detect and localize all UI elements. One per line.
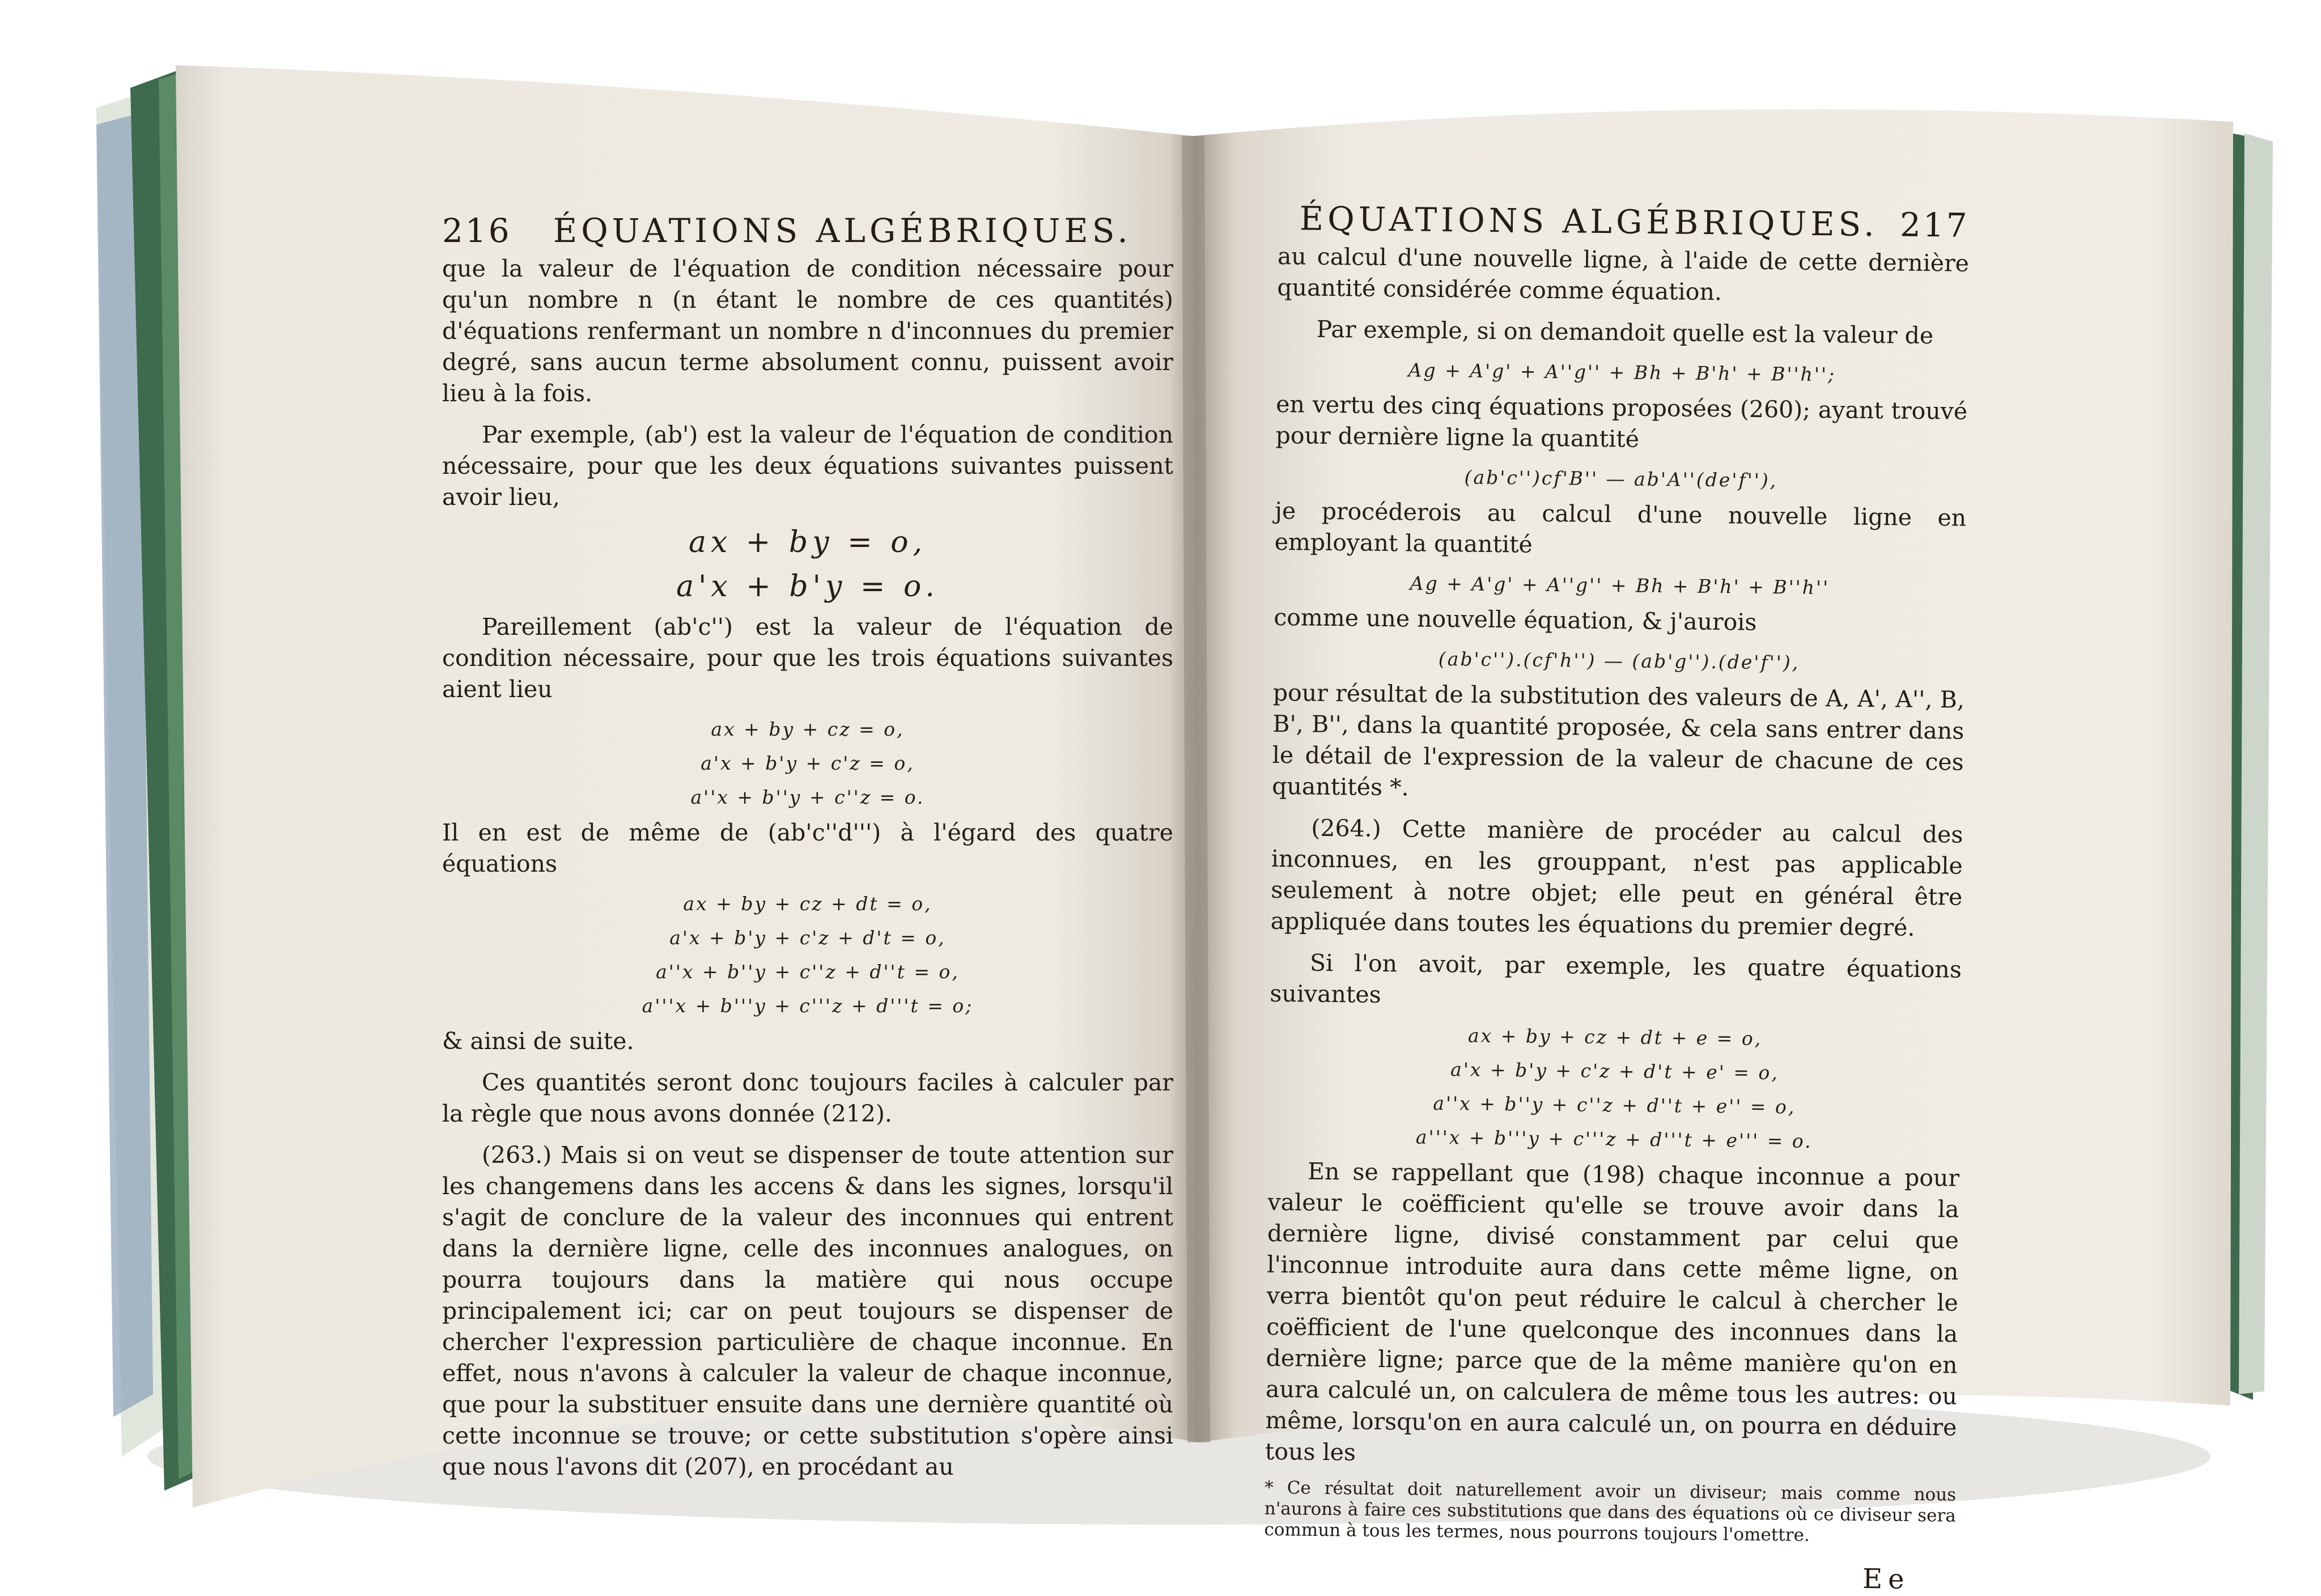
equation: (ab'c'').(cf'h'') — (ab'g'').(de'f''), xyxy=(1438,648,1800,674)
equation: a''x + b''y + c''z = o. xyxy=(690,786,925,808)
equation: a'''x + b'''y + c'''z + d'''t = o; xyxy=(642,995,974,1017)
right-paragraph: En se rappellant que (198) chaque inconnue a pour valeur le coëfficient qu'elle se trouve avoir dans la dernière ligne, divisé constamment par celui que l'inconnue introduite aura dans cette même ligne, on verra bientôt qu'on peut réduire le calcul à chercher le coëfficient de l'une quelconque des inconnues dans la dernière ligne; parce que de la même manière qu'on en aura calculé un, on calculera de même tous les autres: ou même, lorsqu'on en aura calculé un, on pourra en déduire tous les xyxy=(1265,1157,1960,1466)
right-page-text xyxy=(1263,199,1970,1596)
right-paragraph: (264.) Cette manière de procéder au calcul des inconnues, en les grouppant, n'est pas applicable seulement à notre objet; elle peut en général être appliquée dans toutes les équations du premier degré. xyxy=(1270,814,1963,941)
left-paragraph: Ces quantités seront donc toujours faciles à calculer par la règle que nous avons donnée (212). xyxy=(442,1069,1173,1127)
left-page-number: 216 xyxy=(442,211,512,250)
left-paragraph: (263.) Mais si on veut se dispenser de toute attention sur les changemens dans les accens & dans les signes, lorsqu'il s'agit de conclure de la valeur des inconnues qui entrent dans la dernière ligne, celle des inconnues analogues, on pourra toujours dans la matière qui nous occupe principalement ici; car on peut toujours se dispenser de chercher l'expression particulière de chaque inconnue. En effet, nous n'avons à calculer la valeur de chaque inconnue, que pour la substituer ensuite dans une dernière quantité où cette inconnue se trouve; or cette substitution s'opère ainsi que nous l'avons dit (207), en procédant au xyxy=(442,1141,1173,1480)
right-cover xyxy=(2239,133,2273,1394)
right-paragraph: Par exemple, si on demandoit quelle est la valeur de xyxy=(1316,315,1934,350)
right-paragraph: en vertu des cinq équations proposées (260); ayant trouvé pour dernière ligne la quantité xyxy=(1275,390,1968,453)
equation: a'x + b'y = o. xyxy=(676,570,939,604)
signature-mark: Ee xyxy=(1862,1563,1910,1595)
left-paragraph: Il en est de même de (ab'c''d''') à l'égard des quatre équations xyxy=(442,819,1173,877)
left-paragraph: Pareillement (ab'c'') est la valeur de l'équation de condition nécessaire, pour que les trois équations suivantes aient lieu xyxy=(442,613,1173,703)
equation: ax + by + cz + dt + e = o, xyxy=(1467,1024,1763,1050)
right-page-header xyxy=(1278,199,1970,245)
equation: (ab'c'')cf'B'' — ab'A''(de'f''), xyxy=(1464,466,1778,492)
left-page-text xyxy=(442,211,1173,1493)
right-running-title: ÉQUATIONS ALGÉBRIQUES. xyxy=(1299,199,1879,244)
equation: Ag + A'g' + A''g'' + Bh + B'h' + B''h''; xyxy=(1408,359,1836,386)
equation: a''x + b''y + c''z + d''t = o, xyxy=(656,961,960,983)
right-paragraph: comme une nouvelle équation, & j'aurois xyxy=(1274,603,1757,636)
left-paragraph: Par exemple, (ab') est la valeur de l'équation de condition nécessaire, pour que les deux équations suivantes puissent avoir lieu, xyxy=(442,421,1173,511)
right-paragraph: pour résultat de la substitution des valeurs de A, A', A'', B, B', B'', dans la quantité proposée, & cela sans entrer dans le détail de l'expression de la valeur de chacune de ces quantités *. xyxy=(1271,678,1965,801)
right-paragraph: au calcul d'une nouvelle ligne, à l'aide de cette dernière quantité considérée comme équation. xyxy=(1277,242,1970,306)
right-paragraph: je procéderois au calcul d'une nouvelle ligne en employant la quantité xyxy=(1274,496,1967,558)
left-page-header xyxy=(442,211,1173,250)
equation: a'x + b'y + c'z + d't + e' = o, xyxy=(1450,1058,1780,1084)
equation: ax + by = o, xyxy=(688,525,927,559)
right-page-number: 217 xyxy=(1899,205,1970,245)
equation: a''x + b''y + c''z + d''t + e'' = o, xyxy=(1433,1092,1796,1118)
equation: a'x + b'y + c'z + d't = o, xyxy=(669,927,946,949)
left-paragraph: que la valeur de l'équation de condition nécessaire pour qu'un nombre n (n étant le nombre de ces quantités) d'équations renfermant un nombre n d'inconnues du premier degré, sans aucun terme absolument connu, puissent avoir lieu à la fois. xyxy=(442,255,1173,407)
equation: Ag + A'g' + A''g'' + Bh + B'h' + B''h'' xyxy=(1410,572,1830,599)
footnote: * Ce résultat doit naturellement avoir un diviseur; mais comme nous n'aurons à faire ces substitutions que dans des équations où ce diviseur sera commun à tous les termes, nous pourrons toujours l'omettre. xyxy=(1264,1477,1957,1546)
right-paragraph: Si l'on avoit, par exemple, les quatre équations suivantes xyxy=(1270,949,1962,1008)
equation: a'''x + b'''y + c'''z + d'''t + e''' = o. xyxy=(1415,1126,1813,1152)
equation: a'x + b'y + c'z = o, xyxy=(701,752,915,774)
left-paragraph: & ainsi de suite. xyxy=(442,1028,634,1055)
equation: ax + by + cz = o, xyxy=(711,718,905,740)
equation: ax + by + cz + dt = o, xyxy=(683,893,932,915)
left-running-title: ÉQUATIONS ALGÉBRIQUES. xyxy=(553,211,1132,250)
